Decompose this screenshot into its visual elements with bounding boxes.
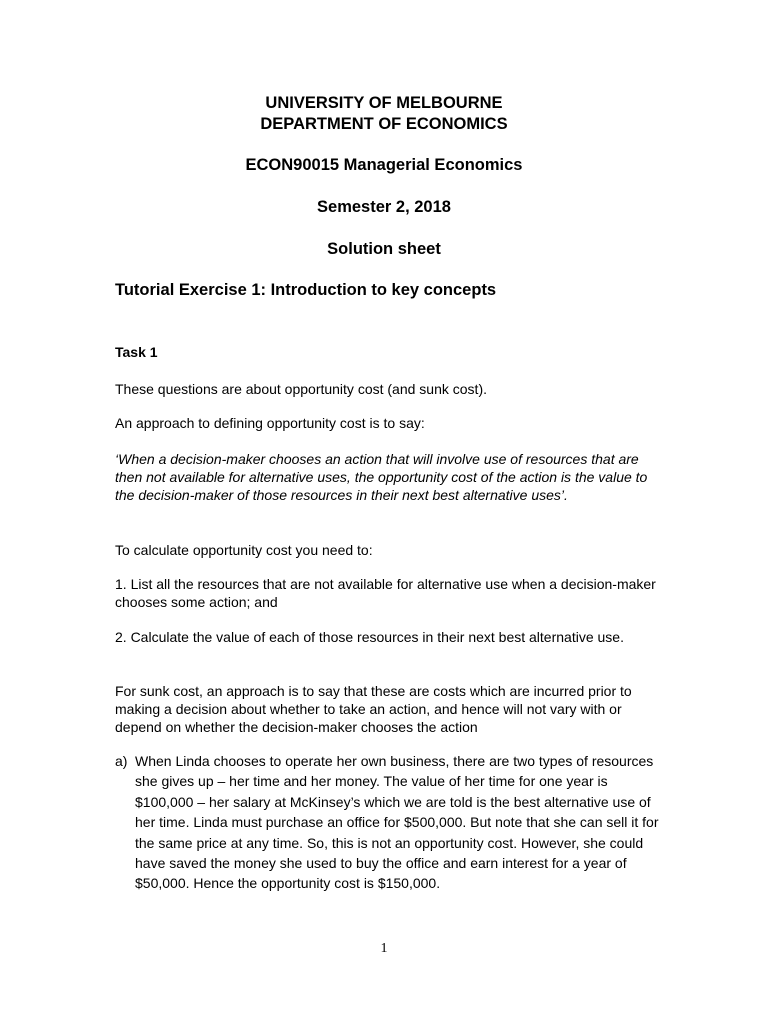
page-number: 1	[380, 941, 388, 956]
department-name: DEPARTMENT OF ECONOMICS	[260, 115, 508, 133]
university-name: UNIVERSITY OF MELBOURNE	[265, 94, 503, 112]
sunk-cost-paragraph: For sunk cost, an approach is to say that these are costs which are incurred prior to making a decision about whether to take an action, and hence will not vary with or depend on whether the decision-maker chooses the action	[115, 683, 632, 735]
answer-a-text: When Linda chooses to operate her own business, there are two types of resources she gives up – her time and her money. The value of her time for one year is $100,000 – her salary at McKinsey’s which we are told is the best alternative use of her time. Linda must purchase an office for $500,000. But note that she can sell it for the same price at any time. So, this is not an opportunity cost. However, she could have saved the money she used to buy the office and earn interest for a year of $50,000. Hence the opportunity cost is $150,000.	[135, 753, 659, 892]
step-1-paragraph: 1. List all the resources that are not available for alternative use when a decision-maker chooses some action; and	[115, 576, 656, 610]
course-title: ECON90015 Managerial Economics	[245, 156, 523, 174]
answer-a	[115, 751, 665, 894]
calc-intro-paragraph: To calculate opportunity cost you need to:	[115, 542, 373, 558]
task-heading: Task 1	[115, 344, 158, 360]
header-block	[0, 93, 768, 135]
definition-quote: ‘When a decision-maker chooses an action that will involve use of resources that are then not available for alternative uses, the opportunity cost of the action is the value to the decision-maker of those resources in their next best alternative uses’.	[115, 451, 648, 503]
step-2-paragraph: 2. Calculate the value of each of those resources in their next best alternative use.	[115, 629, 624, 645]
answer-a-label: a)	[115, 753, 128, 769]
semester: Semester 2, 2018	[317, 198, 451, 216]
sheet-title: Solution sheet	[327, 240, 441, 258]
intro-paragraph: These questions are about opportunity cost (and sunk cost).	[115, 381, 487, 397]
approach-paragraph: An approach to defining opportunity cost is to say:	[115, 415, 425, 431]
tutorial-title: Tutorial Exercise 1: Introduction to key concepts	[115, 281, 497, 299]
